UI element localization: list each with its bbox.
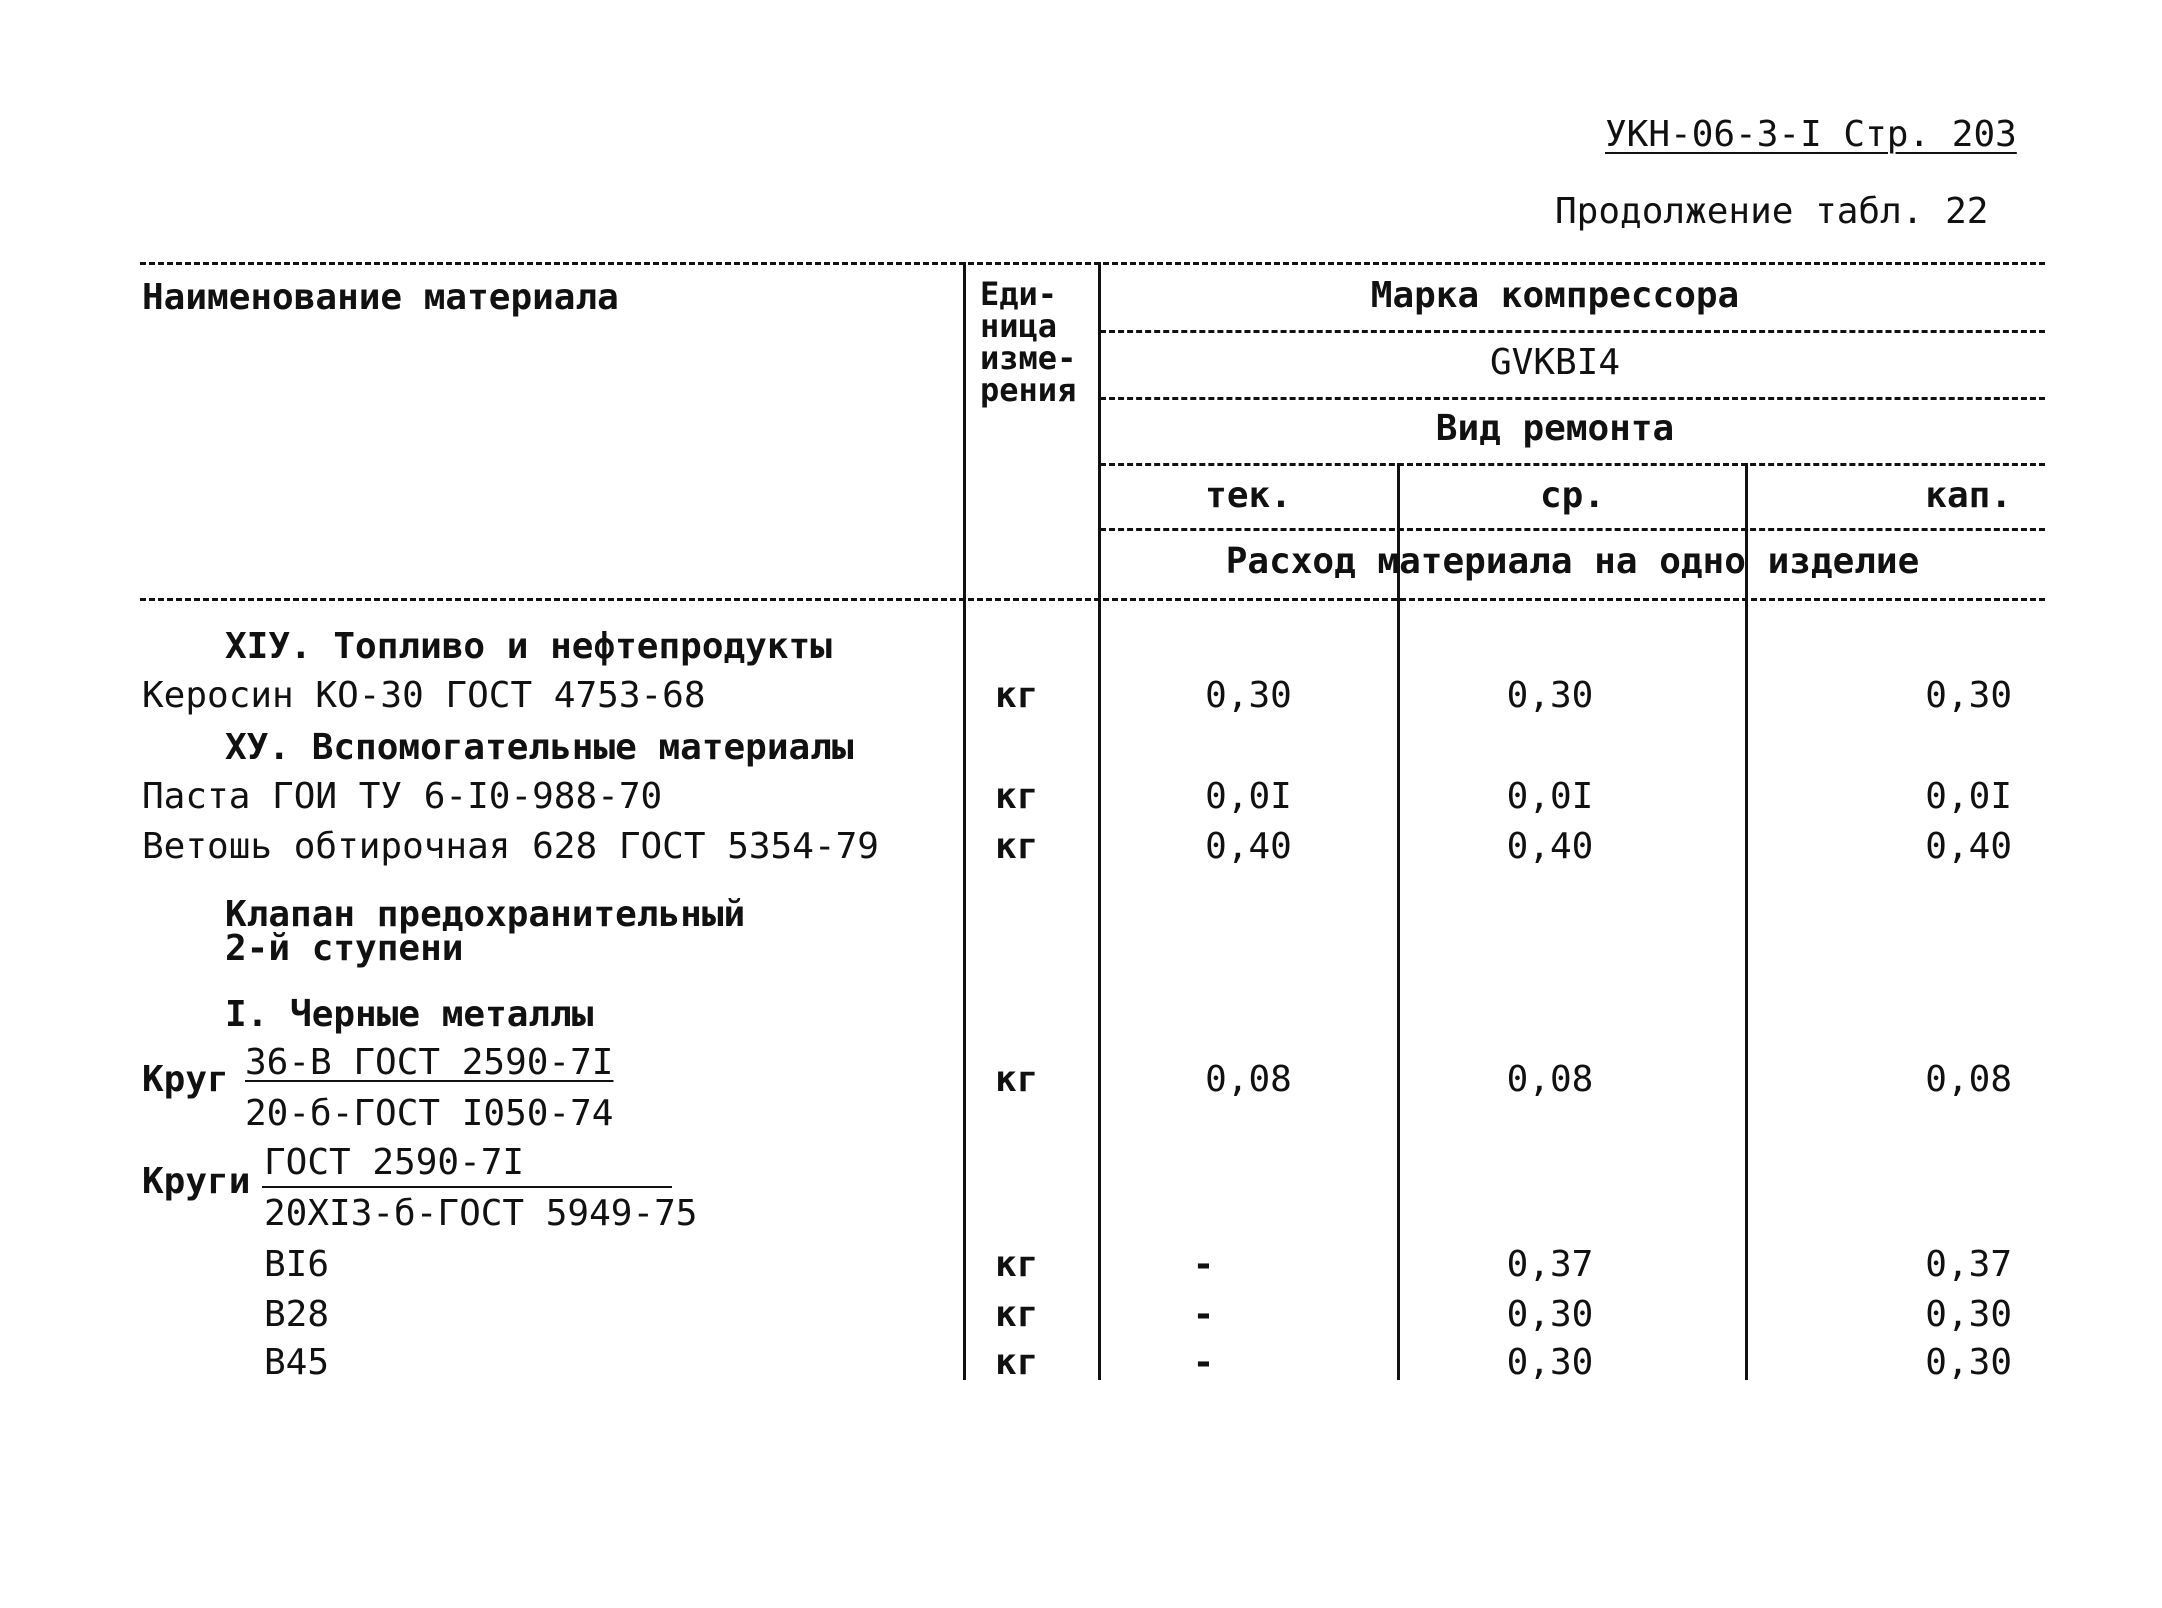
- group-heading-line: Клапан предохранительный: [225, 894, 746, 935]
- column-header-material: Наименование материала: [142, 277, 619, 318]
- value-tek: 0,08: [1205, 1059, 1292, 1100]
- material-prefix: Круги: [142, 1161, 251, 1202]
- repair-type-sr: ср.: [1539, 475, 1606, 516]
- value-kap: 0,37: [1925, 1244, 2012, 1285]
- fraction-numerator: ГОСТ 2590-7I: [264, 1142, 525, 1183]
- value-kap: 0,40: [1925, 826, 2012, 867]
- repair-types-rule: [1100, 528, 2045, 531]
- value-sr: 0,0I: [1506, 776, 1594, 817]
- section-heading: XIУ. Топливо и нефтепродукты: [225, 626, 832, 667]
- value-kap: 0,0I: [1925, 776, 2012, 817]
- unit-header-line: ница: [980, 307, 1058, 345]
- table-top-rule: [140, 262, 2045, 265]
- model-rule: [1100, 397, 2045, 400]
- tek-sr-divider: [1397, 463, 1400, 1380]
- group-heading-line: 2-й ступени: [225, 928, 464, 969]
- value-kap: 0,30: [1925, 1294, 2012, 1335]
- value-sr: 0,30: [1506, 1294, 1594, 1335]
- value-sr: 0,30: [1506, 1342, 1594, 1383]
- unit-cell: кг: [995, 1294, 1039, 1335]
- material-name: Ветошь обтирочная 628 ГОСТ 5354-79: [142, 826, 879, 867]
- unit-header-line: изме-: [980, 339, 1077, 377]
- consumption-label: Расход материала на одно изделие: [1225, 541, 1920, 582]
- value-kap: 0,30: [1925, 1342, 2012, 1383]
- repair-type-label: Вид ремонта: [1435, 408, 1675, 449]
- material-name: Керосин КО-30 ГОСТ 4753-68: [142, 675, 706, 716]
- value-tek: 0,40: [1205, 826, 1292, 867]
- value-sr: 0,37: [1506, 1244, 1594, 1285]
- compressor-model: GVKBI4: [1489, 342, 1621, 383]
- material-name: Паста ГОИ ТУ 6-I0-988-70: [142, 776, 663, 817]
- value-kap: 0,30: [1925, 675, 2012, 716]
- unit-cell: кг: [995, 675, 1039, 716]
- unit-cell: кг: [995, 1342, 1039, 1383]
- fraction-numerator: 36-В ГОСТ 2590-7I: [245, 1042, 614, 1083]
- name-unit-divider: [963, 262, 966, 1380]
- repair-rule: [1100, 463, 2045, 466]
- fraction-denominator: 20-б-ГОСТ I050-74: [245, 1093, 614, 1134]
- value-tek: -: [1192, 1342, 1215, 1383]
- column-header-unit: [980, 275, 1077, 409]
- unit-header-line: рения: [980, 371, 1077, 409]
- fraction-bar: [262, 1186, 672, 1188]
- section-heading: ХУ. Вспомогательные материалы: [225, 727, 854, 768]
- material-subitem: BI6: [264, 1244, 330, 1285]
- table-continuation-label: Продолжение табл. 22: [1555, 191, 1989, 232]
- material-subitem: B45: [264, 1342, 330, 1383]
- unit-cell: кг: [995, 1244, 1039, 1285]
- group-heading: [225, 894, 746, 969]
- unit-cell: кг: [995, 776, 1039, 817]
- value-tek: -: [1192, 1244, 1215, 1285]
- repair-type-kap: кап.: [1925, 475, 2012, 516]
- repair-type-tek: тек.: [1205, 475, 1292, 516]
- mark-rule: [1100, 330, 2045, 333]
- value-tek: 0,0I: [1205, 776, 1292, 817]
- value-tek: -: [1192, 1294, 1215, 1335]
- value-sr: 0,08: [1506, 1059, 1594, 1100]
- document-reference: УКН-06-3-I Стр. 203: [1605, 114, 2017, 155]
- value-kap: 0,08: [1925, 1059, 2012, 1100]
- unit-cell: кг: [995, 1059, 1039, 1100]
- sr-kap-divider: [1745, 463, 1748, 1380]
- unit-header-line: Еди-: [980, 275, 1058, 313]
- unit-cell: кг: [995, 826, 1039, 867]
- material-prefix: Круг: [142, 1059, 229, 1100]
- header-bottom-rule: [140, 598, 2045, 601]
- value-tek: 0,30: [1205, 675, 1292, 716]
- fraction-denominator: 20XI3-б-ГОСТ 5949-75: [264, 1193, 698, 1234]
- material-subitem: B28: [264, 1294, 330, 1335]
- section-heading: I. Черные металлы: [225, 994, 594, 1035]
- value-sr: 0,30: [1506, 675, 1594, 716]
- compressor-mark-label: Марка компрессора: [1370, 275, 1740, 316]
- value-sr: 0,40: [1506, 826, 1594, 867]
